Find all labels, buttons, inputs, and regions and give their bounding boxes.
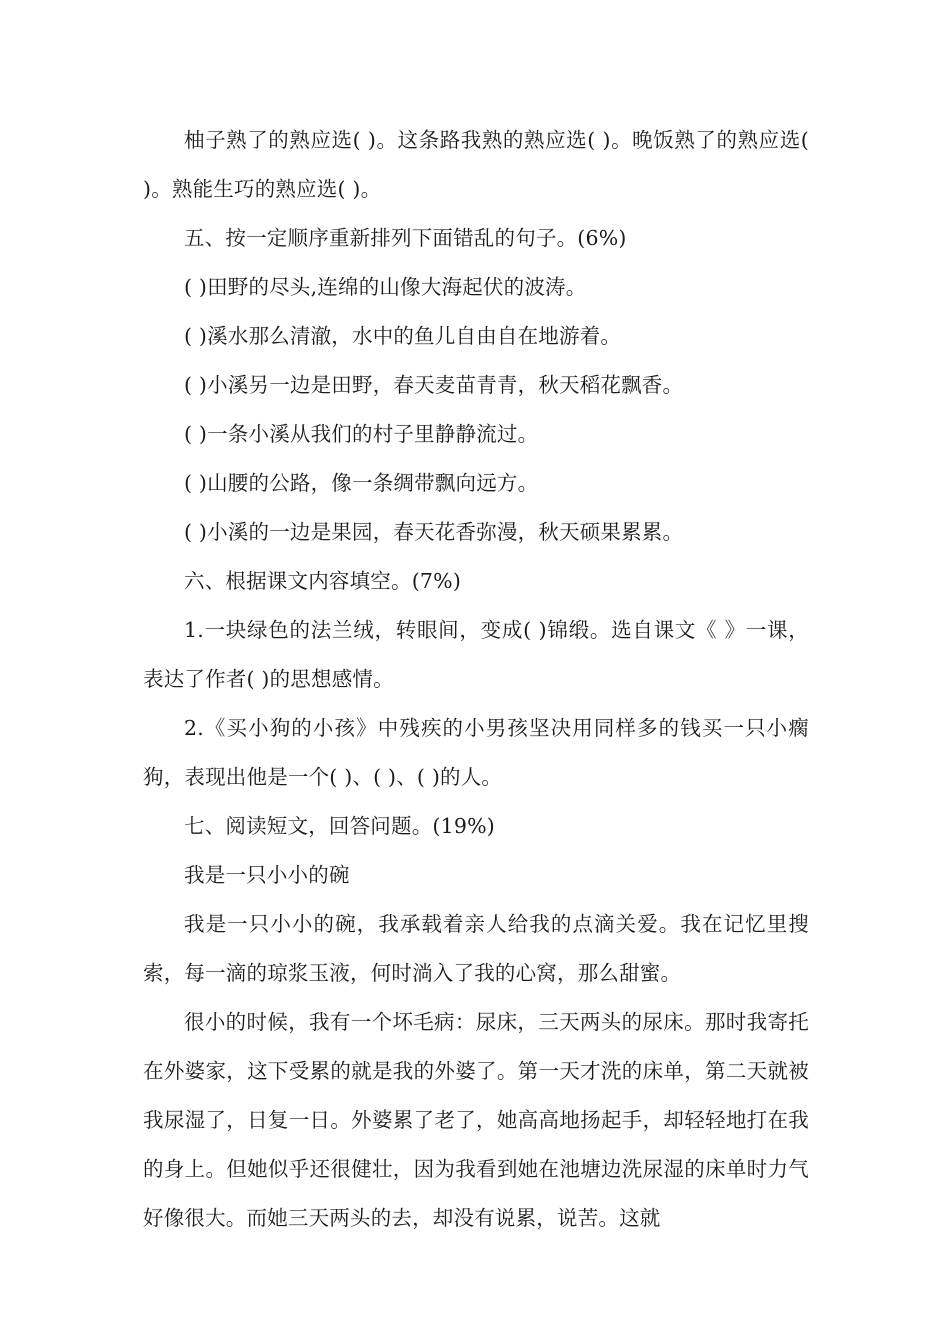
- sentence-item: ( )小溪另一边是田野，春天麦苗青青，秋天稻花飘香。: [184, 373, 684, 397]
- sentence-item: ( )田野的尽头,连绵的山像大海起伏的波涛。: [184, 275, 587, 299]
- fill-question-2: 2.《买小狗的小孩》中残疾的小男孩坚决用同样多的钱买一只小瘸狗，表现出他是一个( )、( )、( )的人。: [143, 716, 809, 789]
- reading-paragraph: 很小的时候，我有一个坏毛病：尿床，三天两头的尿床。那时我寄托在外婆家，这下受累的就是我的外婆了。第一天才洗的床单，第二天就被我尿湿了，日复一日。外婆累了老了，她高高地扬起手，却轻轻地打在我的身上。但她似乎还很健壮，因为我看到她在池塘边洗尿湿的床单时力气好像很大。而她三天两头的去，却没有说累，说苦。这就: [143, 1010, 809, 1230]
- sentence-item: ( )小溪的一边是果园，春天花香弥漫，秋天硕果累累。: [184, 520, 684, 544]
- sentence-item: ( )溪水那么清澈，水中的鱼儿自由自在地游着。: [184, 324, 622, 348]
- reading-title: 我是一只小小的碗: [184, 863, 350, 887]
- section-6-heading: 六、根据课文内容填空。(7%): [184, 569, 462, 593]
- document-page: [143, 116, 809, 1243]
- sentence-item: ( )一条小溪从我们的村子里静静流过。: [184, 422, 539, 446]
- section-5-heading: 五、按一定顺序重新排列下面错乱的句子。(6%): [184, 226, 627, 250]
- fill-question-1: 1.一块绿色的法兰绒，转眼间，变成( )锦缎。选自课文《 》一课，表达了作者( )的思想感情。: [143, 618, 809, 691]
- paragraph-fill-shu: 柚子熟了的熟应选( )。这条路我熟的熟应选( )。晚饭熟了的熟应选( )。熟能生巧的熟应选( )。: [143, 128, 809, 201]
- sentence-item: ( )山腰的公路，像一条绸带飘向远方。: [184, 471, 539, 495]
- reading-paragraph: 我是一只小小的碗，我承载着亲人给我的点滴关爱。我在记忆里搜索，每一滴的琼浆玉液，何时淌入了我的心窝，那么甜蜜。: [143, 912, 809, 985]
- section-7-heading: 七、阅读短文，回答问题。(19%): [184, 814, 495, 838]
